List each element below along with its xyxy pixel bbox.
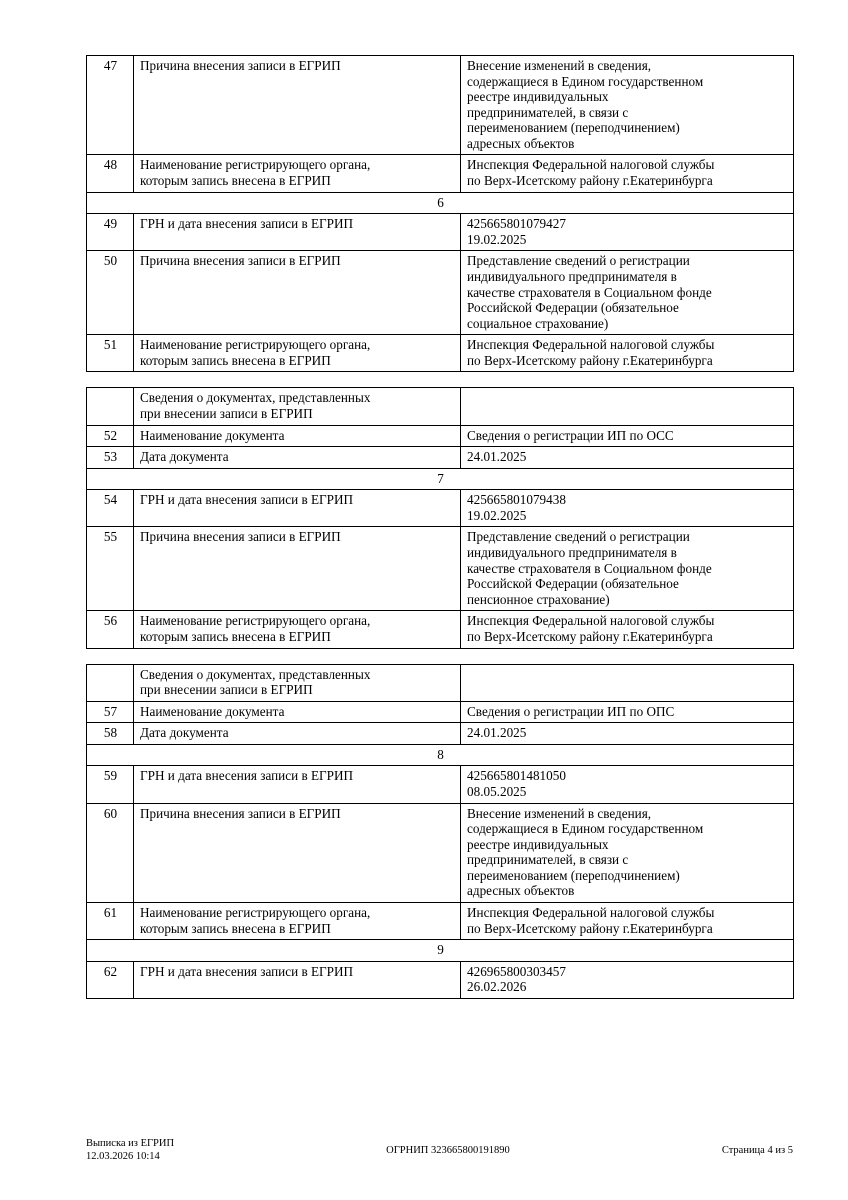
row-field-value-line: Российской Федерации (обязательное bbox=[467, 300, 679, 316]
table-row bbox=[87, 388, 794, 425]
row-field-name-line: Наименование документа bbox=[140, 427, 285, 443]
row-field-value bbox=[461, 961, 794, 998]
section-label: 6 bbox=[87, 192, 794, 214]
row-field-value-line: качестве страхователя в Социальном фонде bbox=[467, 284, 712, 300]
table-row bbox=[87, 56, 794, 155]
row-number bbox=[87, 664, 134, 701]
row-field-name bbox=[134, 251, 461, 335]
row-field-name bbox=[134, 214, 461, 251]
row-number: 48 bbox=[87, 155, 134, 192]
row-field-value-line: 426965800303457 bbox=[467, 963, 566, 979]
row-field-value-line: реестре индивидуальных bbox=[467, 836, 609, 852]
row-field-name-line: при внесении записи в ЕГРИП bbox=[140, 682, 313, 698]
egrip-records-table bbox=[86, 55, 794, 999]
table-row bbox=[87, 766, 794, 803]
row-field-name-line: Дата документа bbox=[140, 725, 229, 741]
row-field-value-line: содержащиеся в Едином государственном bbox=[467, 73, 704, 89]
table-row bbox=[87, 611, 794, 648]
table-row bbox=[87, 251, 794, 335]
row-field-value-line: социальное страхование) bbox=[467, 315, 609, 331]
row-field-name bbox=[134, 664, 461, 701]
row-field-value bbox=[461, 490, 794, 527]
table-row bbox=[87, 803, 794, 902]
row-field-value bbox=[461, 701, 794, 723]
row-field-name-line: которым запись внесена в ЕГРИП bbox=[140, 920, 331, 936]
table-section-row bbox=[87, 940, 794, 962]
row-field-name-line: Наименование регистрирующего органа, bbox=[140, 905, 371, 921]
row-field-name bbox=[134, 803, 461, 902]
row-field-name bbox=[134, 766, 461, 803]
table-section-row bbox=[87, 192, 794, 214]
row-field-value bbox=[461, 527, 794, 611]
row-field-value bbox=[461, 803, 794, 902]
row-field-name-line: Сведения о документах, представленных bbox=[140, 666, 371, 682]
section-label: 8 bbox=[87, 744, 794, 766]
row-field-name-line: которым запись внесена в ЕГРИП bbox=[140, 628, 331, 644]
footer-ogrnip: ОГРНИП 323665800191890 bbox=[386, 1144, 510, 1156]
row-field-name-line: Наименование регистрирующего органа, bbox=[140, 613, 371, 629]
row-field-name-line: Причина внесения записи в ЕГРИП bbox=[140, 805, 341, 821]
row-field-name-line: ГРН и дата внесения записи в ЕГРИП bbox=[140, 768, 354, 784]
row-field-name-line: Причина внесения записи в ЕГРИП bbox=[140, 58, 341, 73]
row-field-value-line: 24.01.2025 bbox=[467, 725, 527, 741]
row-number: 61 bbox=[87, 903, 134, 940]
row-field-value bbox=[461, 335, 794, 372]
row-field-value-line: 26.02.2026 bbox=[467, 979, 527, 995]
row-field-value bbox=[461, 388, 794, 425]
row-field-value-line: по Верх-Исетскому району г.Екатеринбурга bbox=[467, 920, 713, 936]
row-number: 60 bbox=[87, 803, 134, 902]
footer-doc-title: Выписка из ЕГРИП bbox=[86, 1137, 175, 1149]
row-field-value-line: качестве страхователя в Социальном фонде bbox=[467, 560, 712, 576]
row-field-value-line: переименованием (переподчинением) bbox=[467, 120, 680, 136]
table-row bbox=[87, 155, 794, 192]
row-field-value bbox=[461, 447, 794, 469]
page-footer bbox=[86, 1137, 793, 1164]
row-field-value-line: реестре индивидуальных bbox=[467, 89, 609, 105]
row-field-name-line: Наименование документа bbox=[140, 703, 285, 719]
row-field-name bbox=[134, 527, 461, 611]
row-field-value-line: Российской Федерации (обязательное bbox=[467, 576, 679, 592]
row-field-value-line: 425665801079427 bbox=[467, 216, 566, 232]
table-section-row bbox=[87, 468, 794, 490]
table-row bbox=[87, 335, 794, 372]
row-field-name-line: ГРН и дата внесения записи в ЕГРИП bbox=[140, 216, 354, 232]
row-field-value-line: 19.02.2025 bbox=[467, 231, 527, 247]
table-gap-row bbox=[87, 372, 794, 388]
row-field-value-line: Внесение изменений в сведения, bbox=[467, 58, 652, 73]
row-number: 49 bbox=[87, 214, 134, 251]
row-field-name-line: которым запись внесена в ЕГРИП bbox=[140, 352, 331, 368]
row-field-name-line: Наименование регистрирующего органа, bbox=[140, 157, 371, 173]
table-row bbox=[87, 425, 794, 447]
row-field-value bbox=[461, 214, 794, 251]
row-number: 62 bbox=[87, 961, 134, 998]
row-field-name-line: ГРН и дата внесения записи в ЕГРИП bbox=[140, 963, 354, 979]
row-field-value bbox=[461, 903, 794, 940]
row-field-name bbox=[134, 388, 461, 425]
row-number: 54 bbox=[87, 490, 134, 527]
row-field-value bbox=[461, 611, 794, 648]
footer-timestamp: 12.03.2026 10:14 bbox=[86, 1151, 160, 1163]
row-field-value-line: пенсионное страхование) bbox=[467, 591, 610, 607]
row-field-value-line: по Верх-Исетскому району г.Екатеринбурга bbox=[467, 173, 713, 189]
row-field-value-line: 24.01.2025 bbox=[467, 449, 527, 465]
row-field-name bbox=[134, 961, 461, 998]
row-field-value-line: адресных объектов bbox=[467, 883, 575, 899]
row-number: 55 bbox=[87, 527, 134, 611]
row-field-value-line: Инспекция Федеральной налоговой службы bbox=[467, 613, 715, 629]
row-field-value bbox=[461, 155, 794, 192]
row-number bbox=[87, 388, 134, 425]
row-field-name bbox=[134, 611, 461, 648]
table-body bbox=[87, 56, 794, 999]
row-number: 56 bbox=[87, 611, 134, 648]
table-section-row bbox=[87, 744, 794, 766]
row-field-name bbox=[134, 723, 461, 745]
row-field-value-line: предпринимателей, в связи с bbox=[467, 852, 629, 868]
table-row bbox=[87, 903, 794, 940]
row-field-value-line: по Верх-Исетскому району г.Екатеринбурга bbox=[467, 628, 713, 644]
table-gap-row bbox=[87, 648, 794, 664]
row-field-value bbox=[461, 425, 794, 447]
row-number: 53 bbox=[87, 447, 134, 469]
row-field-name-line: при внесении записи в ЕГРИП bbox=[140, 405, 313, 421]
row-field-value-line: индивидуального предпринимателя в bbox=[467, 545, 677, 561]
table-row bbox=[87, 447, 794, 469]
row-field-name-line: которым запись внесена в ЕГРИП bbox=[140, 173, 331, 189]
row-field-value-line: Сведения о регистрации ИП по ОПС bbox=[467, 703, 675, 719]
row-field-value-line: переименованием (переподчинением) bbox=[467, 867, 680, 883]
row-field-name bbox=[134, 903, 461, 940]
section-label: 7 bbox=[87, 468, 794, 490]
row-field-name bbox=[134, 56, 461, 155]
row-field-name-line: ГРН и дата внесения записи в ЕГРИП bbox=[140, 492, 354, 508]
table-row bbox=[87, 723, 794, 745]
row-field-name bbox=[134, 335, 461, 372]
row-number: 57 bbox=[87, 701, 134, 723]
row-field-value-line: предпринимателей, в связи с bbox=[467, 104, 629, 120]
row-field-value bbox=[461, 56, 794, 155]
row-field-value-line: 19.02.2025 bbox=[467, 507, 527, 523]
row-number: 58 bbox=[87, 723, 134, 745]
row-field-value bbox=[461, 251, 794, 335]
table-gap-cell bbox=[87, 648, 794, 664]
row-field-name-line: Наименование регистрирующего органа, bbox=[140, 337, 371, 353]
footer-left bbox=[86, 1137, 174, 1164]
row-field-value-line: по Верх-Исетскому району г.Екатеринбурга bbox=[467, 352, 713, 368]
row-number: 50 bbox=[87, 251, 134, 335]
table-row bbox=[87, 214, 794, 251]
row-number: 52 bbox=[87, 425, 134, 447]
row-field-value-line: 425665801481050 bbox=[467, 768, 566, 784]
row-field-value-line: индивидуального предпринимателя в bbox=[467, 268, 677, 284]
row-number: 59 bbox=[87, 766, 134, 803]
table-row bbox=[87, 664, 794, 701]
table-row bbox=[87, 701, 794, 723]
section-label: 9 bbox=[87, 940, 794, 962]
row-field-value-line: Инспекция Федеральной налоговой службы bbox=[467, 157, 715, 173]
row-field-name-line: Причина внесения записи в ЕГРИП bbox=[140, 253, 341, 269]
row-field-value-line: Представление сведений о регистрации bbox=[467, 253, 690, 269]
row-field-value bbox=[461, 723, 794, 745]
row-field-name-line: Причина внесения записи в ЕГРИП bbox=[140, 529, 341, 545]
row-field-name bbox=[134, 701, 461, 723]
row-field-name bbox=[134, 425, 461, 447]
row-field-name bbox=[134, 155, 461, 192]
row-field-value-line: Сведения о регистрации ИП по ОСС bbox=[467, 427, 674, 443]
row-field-value-line: Инспекция Федеральной налоговой службы bbox=[467, 337, 715, 353]
table-row bbox=[87, 961, 794, 998]
row-field-value-line: Представление сведений о регистрации bbox=[467, 529, 690, 545]
row-field-value-line: Внесение изменений в сведения, bbox=[467, 805, 652, 821]
row-number: 47 bbox=[87, 56, 134, 155]
row-field-name-line: Дата документа bbox=[140, 449, 229, 465]
row-field-name bbox=[134, 490, 461, 527]
row-field-value-line: Инспекция Федеральной налоговой службы bbox=[467, 905, 715, 921]
row-field-name-line: Сведения о документах, представленных bbox=[140, 390, 371, 406]
table-gap-cell bbox=[87, 372, 794, 388]
row-field-value-line: 425665801079438 bbox=[467, 492, 566, 508]
row-field-name bbox=[134, 447, 461, 469]
row-field-value bbox=[461, 766, 794, 803]
footer-page-number: Страница 4 из 5 bbox=[721, 1144, 793, 1156]
row-number: 51 bbox=[87, 335, 134, 372]
row-field-value-line: адресных объектов bbox=[467, 135, 575, 151]
row-field-value-line: 08.05.2025 bbox=[467, 783, 527, 799]
row-field-value bbox=[461, 664, 794, 701]
row-field-value-line: содержащиеся в Едином государственном bbox=[467, 821, 704, 837]
table-row bbox=[87, 490, 794, 527]
table-row bbox=[87, 527, 794, 611]
